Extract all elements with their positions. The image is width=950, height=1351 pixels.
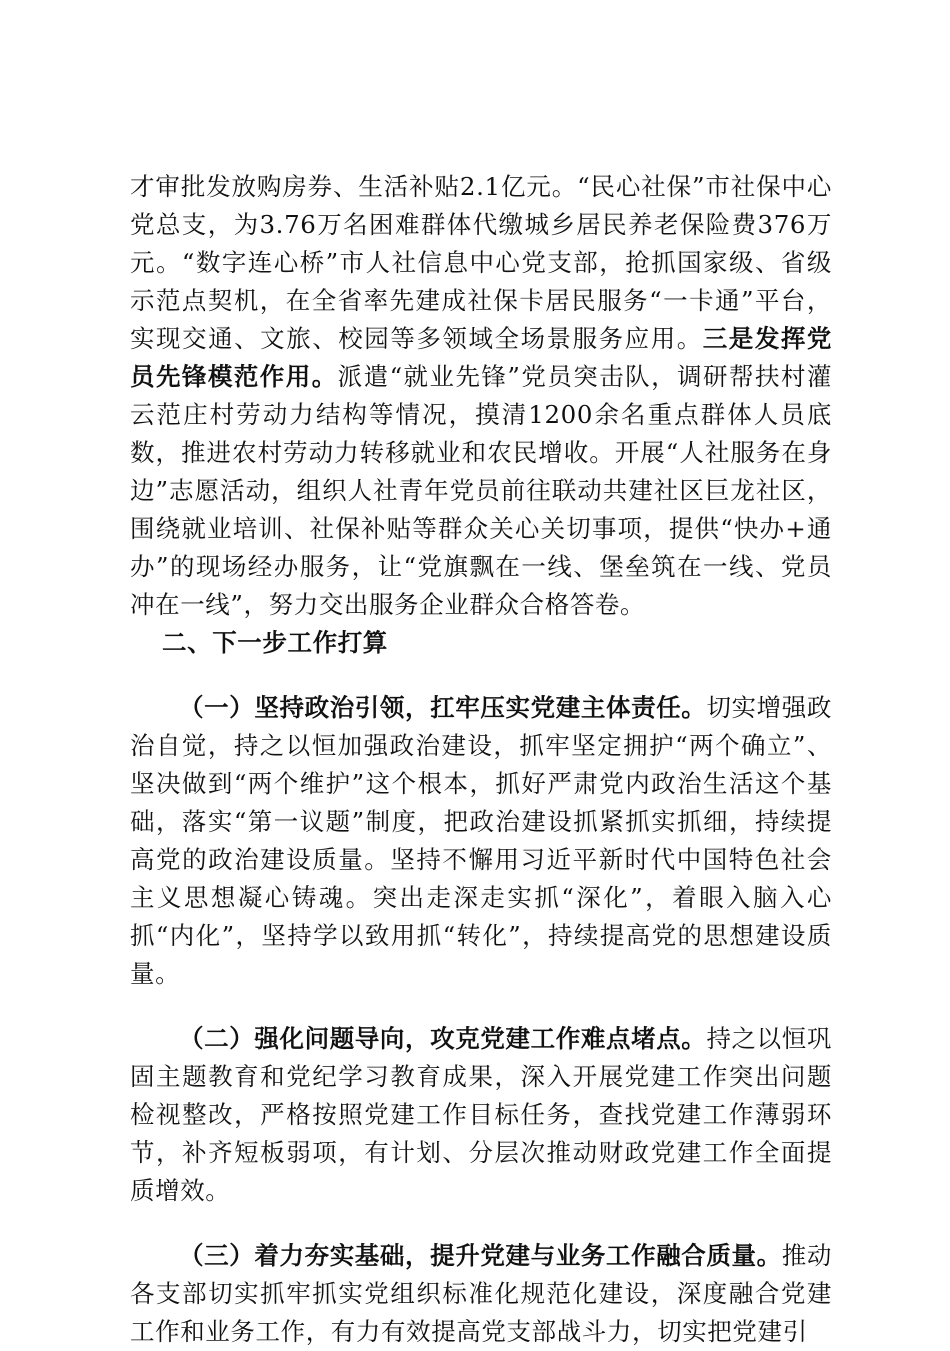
paragraph-lead: 三是发挥党员先锋模范作用。 <box>130 324 833 391</box>
document-body <box>130 168 832 1351</box>
paragraph-text: 持之以恒巩固主题教育和党纪学习教育成果，深入开展党建工作突出问题检视整改，严格按照党建工作目标任务，查找党建工作薄弱环节，补齐短板弱项，有计划、分层次推动财政党建工作全面提质增效。 <box>130 1024 832 1205</box>
paragraph-lead: （一）坚持政治引领，扛牢压实党建主体责任。 <box>179 693 707 722</box>
paragraph-item-1 <box>130 689 832 993</box>
paragraph-continued <box>130 168 832 624</box>
paragraph-lead: （三）着力夯实基础，提升党建与业务工作融合质量。 <box>179 1241 782 1270</box>
paragraph-item-3 <box>130 1237 832 1351</box>
paragraph-text: 才审批发放购房券、生活补贴2.1亿元。“民心社保”市社保中心党总支，为3.76万名困难群体代缴城乡居民养老保险费376万元。“数字连心桥”市人社信息中心党支部，抢抓国家级、省级示范点契机，在全省率先建成社保卡居民服务“一卡通”平台，实现交通、文旅、校园等多领域全场景服务应用。 <box>130 172 832 353</box>
paragraph-text: 切实增强政治自觉，持之以恒加强政治建设，抓牢坚定拥护“两个确立”、坚决做到“两个维护”这个根本，抓好严肃党内政治生活这个基础，落实“第一议题”制度，把政治建设抓紧抓实抓细，持续提高党的政治建设质量。坚持不懈用习近平新时代中国特色社会主义思想凝心铸魂。突出走深走实抓“深化”，着眼入脑入心抓“内化”，坚持学以致用抓“转化”，持续提高党的思想建设质量。 <box>130 693 832 988</box>
paragraph-lead: （二）强化问题导向，攻克党建工作难点堵点。 <box>179 1024 707 1053</box>
paragraph-text: 推动各支部切实抓牢抓实党组织标准化规范化建设，深度融合党建工作和业务工作，有力有效提高党支部战斗力，切实把党建引 <box>130 1241 832 1346</box>
paragraph-text: 派遣“就业先锋”党员突击队，调研帮扶村灌云范庄村劳动力结构等情况，摸清1200余名重点群体人员底数，推进农村劳动力转移就业和农民增收。开展“人社服务在身边”志愿活动，组织人社青年党员前往联动共建社区巨龙社区，围绕就业培训、社保补贴等群众关心关切事项，提供“快办+通办”的现场经办服务，让“党旗飘在一线、堡垒筑在一线、党员冲在一线”，努力交出服务企业群众合格答卷。 <box>130 362 832 619</box>
section-heading: 二、下一步工作打算 <box>162 628 388 657</box>
paragraph-item-2 <box>130 1020 832 1210</box>
